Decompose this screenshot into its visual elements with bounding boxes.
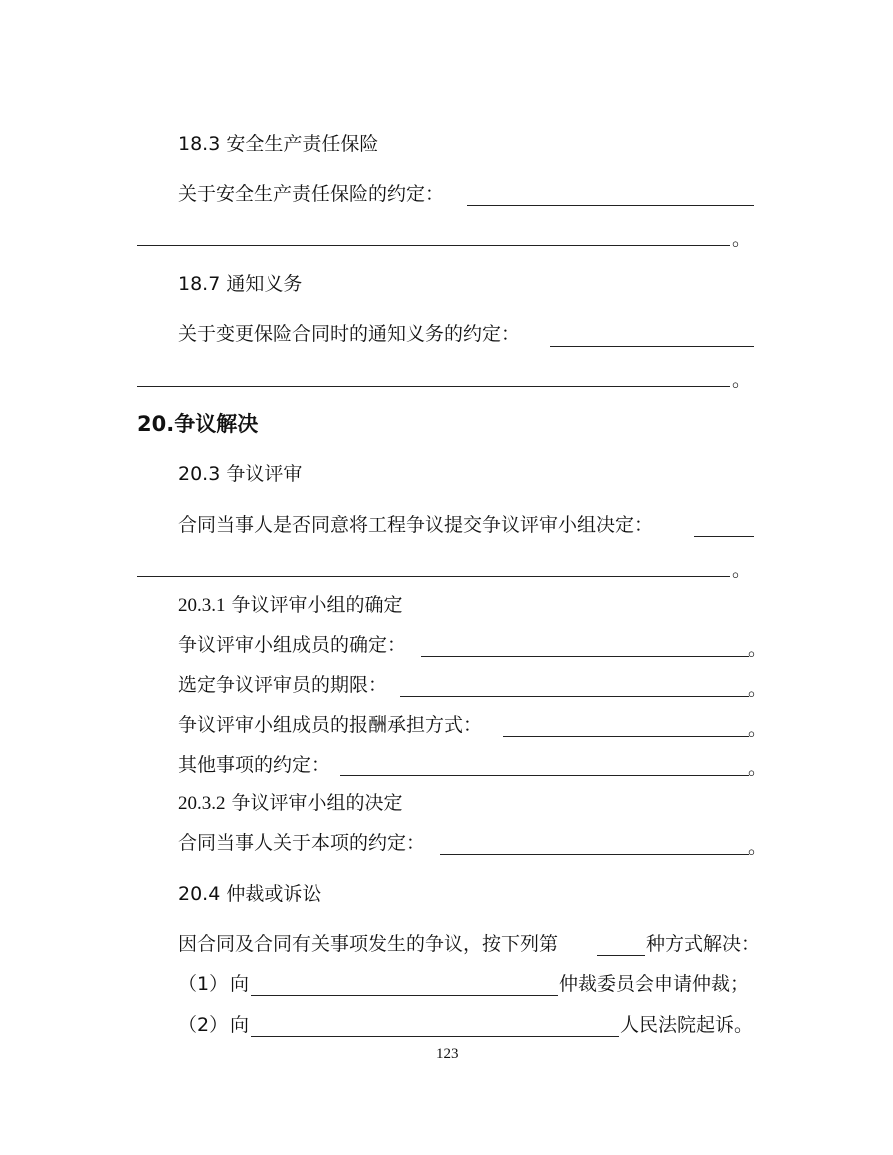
section-20-3-heading: 20.3 争议评审 [178, 463, 303, 485]
section-20-3-1-number: 20.3.1 [178, 595, 226, 616]
item-other-end: 。 [748, 757, 768, 779]
item-deadline-end: 。 [748, 678, 768, 700]
item-remuneration-end: 。 [748, 718, 768, 740]
option-1-pre: 向 [230, 973, 250, 995]
section-20-3-1-heading [178, 593, 403, 618]
item-other-label: 其他事项的约定： [178, 754, 331, 776]
item-deadline-blank[interactable] [400, 696, 749, 697]
section-20-4-intro-before: 因合同及合同有关事项发生的争议，按下列第 [178, 933, 559, 955]
option-2-blank[interactable] [251, 1036, 619, 1037]
section-20-3-1-title: 争议评审小组的确定 [231, 594, 403, 616]
item-other-blank[interactable] [340, 775, 749, 776]
section-18-7-blank-1[interactable] [550, 346, 754, 347]
section-20-4-heading: 20.4 仲裁或诉讼 [178, 883, 322, 905]
page-number: 123 [436, 1046, 459, 1062]
option-1-post: 仲裁委员会申请仲裁； [559, 973, 750, 995]
section-20-3-2-blank[interactable] [440, 854, 749, 855]
option-2-pre: 向 [230, 1014, 250, 1036]
section-18-3-label: 关于安全生产责任保险的约定： [178, 183, 445, 205]
section-18-7-blank-2[interactable] [137, 386, 730, 387]
section-20-3-2-end: 。 [748, 836, 768, 858]
section-20-3-blank-2[interactable] [137, 576, 730, 577]
section-20-3-2-heading [178, 791, 403, 816]
section-18-3-end: 。 [732, 228, 752, 250]
item-members-end: 。 [748, 638, 768, 660]
section-20-title: 20.争议解决 [137, 412, 259, 436]
option-2-post: 人民法院起诉。 [620, 1014, 754, 1036]
section-20-4-choice-blank[interactable] [597, 955, 645, 956]
section-18-7-label: 关于变更保险合同时的通知义务的约定： [178, 323, 521, 345]
section-20-3-blank-1[interactable] [694, 536, 754, 537]
section-20-3-label: 合同当事人是否同意将工程争议提交争议评审小组决定： [178, 514, 654, 536]
section-20-3-2-number: 20.3.2 [178, 793, 226, 814]
section-20-3-end: 。 [732, 559, 752, 581]
item-members-blank[interactable] [421, 656, 749, 657]
section-20-3-2-label: 合同当事人关于本项的约定： [178, 832, 426, 854]
section-18-3-blank-1[interactable] [467, 205, 754, 206]
option-2-number: （2） [178, 1014, 229, 1036]
section-20-3-2-title: 争议评审小组的决定 [231, 792, 403, 814]
section-20-4-intro-after: 种方式解决： [646, 933, 761, 955]
section-18-7-end: 。 [732, 369, 752, 391]
item-deadline-label: 选定争议评审员的期限： [178, 674, 388, 696]
option-1-blank[interactable] [251, 995, 558, 996]
item-remuneration-label: 争议评审小组成员的报酬承担方式： [178, 714, 483, 736]
item-members-label: 争议评审小组成员的确定： [178, 634, 407, 656]
section-18-7-heading: 18.7 通知义务 [178, 273, 303, 295]
section-18-3-blank-2[interactable] [137, 245, 730, 246]
option-1-number: （1） [178, 973, 229, 995]
item-remuneration-blank[interactable] [503, 736, 749, 737]
section-18-3-heading: 18.3 安全生产责任保险 [178, 133, 379, 155]
